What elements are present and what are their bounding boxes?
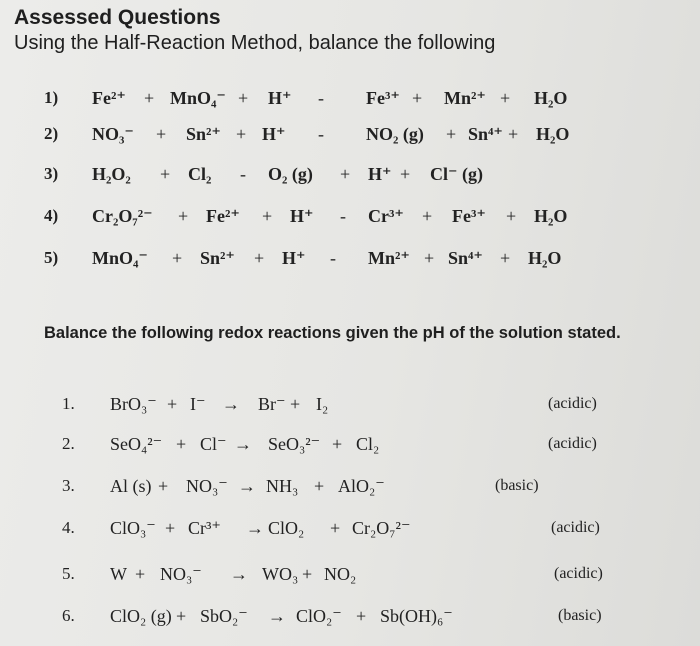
operator-symbol: - [340, 206, 346, 226]
operator-symbol: + [356, 606, 367, 626]
operator-symbol: + [167, 394, 178, 414]
chemical-species: H⁺ [262, 124, 286, 144]
page-title: Assessed Questions [14, 6, 221, 29]
operator-symbol: + [506, 206, 517, 226]
chemical-species: NO₂ (g) [366, 124, 424, 144]
chemical-species: I₂ [316, 394, 329, 414]
chemical-species: Cl₂ [356, 434, 380, 454]
operator-symbol: + [424, 248, 435, 268]
chemical-species: NO₃⁻ [186, 476, 228, 496]
chemical-species: Fe³⁺ [452, 206, 486, 226]
instruction-text: Using the Half-Reaction Method, balance the following [14, 32, 496, 54]
chemical-species: NO₂ [324, 564, 357, 584]
chemical-species: AlO₂⁻ [338, 476, 385, 496]
operator-symbol: + [422, 206, 433, 226]
chemical-species: ClO₂⁻ [296, 606, 342, 626]
chemical-species: MnO₄⁻ [170, 88, 226, 108]
chemical-species: Cl⁻ [200, 434, 227, 454]
operator-symbol: + [135, 564, 146, 584]
ph-condition: (acidic) [548, 435, 597, 452]
operator-symbol: + [176, 434, 187, 454]
chemical-species: Mn²⁺ [368, 248, 410, 268]
chemical-species: NH₃ [266, 476, 299, 496]
chemical-species: H₂O [534, 206, 568, 226]
question-number: 3) [44, 164, 59, 183]
operator-symbol: + [446, 124, 457, 144]
question-number: 2) [44, 124, 59, 143]
chemical-species: H₂O [528, 248, 562, 268]
chemical-species: MnO₄⁻ [92, 248, 148, 268]
operator-symbol: + [500, 248, 511, 268]
operator-symbol: + [238, 88, 249, 108]
chemical-species: NO₃⁻ [160, 564, 202, 584]
chemical-species: SbO₂⁻ [200, 606, 248, 626]
question-number: 5) [44, 248, 59, 267]
chemical-species: WO₃ [262, 564, 299, 584]
operator-symbol: → [222, 394, 240, 414]
chemical-species: H⁺ [282, 248, 306, 268]
operator-symbol: + [165, 518, 176, 538]
chemical-species: Fe³⁺ [366, 88, 400, 108]
operator-symbol: + [172, 248, 183, 268]
chemical-species: Fe²⁺ [92, 88, 126, 108]
operator-symbol: - [330, 248, 336, 268]
chemical-species: Sn²⁺ [186, 124, 221, 144]
ph-condition: (basic) [558, 607, 602, 624]
section-heading: Balance the following redox reactions given the pH of the solution stated. [44, 324, 621, 342]
chemical-species: Br⁻ [258, 394, 286, 414]
ph-condition: (acidic) [554, 565, 603, 582]
operator-symbol: → [230, 564, 248, 584]
operator-symbol: - [318, 88, 324, 108]
operator-symbol: + [302, 564, 313, 584]
chemical-species: I⁻ [190, 394, 206, 414]
operator-symbol: + [500, 88, 511, 108]
chemical-species: Al (s) [110, 476, 152, 496]
chemical-species: ClO₂ [268, 518, 305, 538]
chemical-species: Mn²⁺ [444, 88, 486, 108]
operator-symbol: + [176, 606, 187, 626]
question-number: 4) [44, 206, 59, 225]
chemical-species: Sn⁴⁺ [468, 124, 503, 144]
operator-symbol: + [158, 476, 169, 496]
chemical-species: Cr₂O₇²⁻ [92, 206, 153, 226]
operator-symbol: → [246, 518, 264, 538]
chemical-species: ClO₂ (g) [110, 606, 172, 626]
operator-symbol: + [144, 88, 155, 108]
chemical-species: SeO₄²⁻ [110, 434, 163, 454]
operator-symbol: + [262, 206, 273, 226]
chemical-species: Fe²⁺ [206, 206, 240, 226]
operator-symbol: + [160, 164, 171, 184]
chemical-species: Sn²⁺ [200, 248, 235, 268]
operator-symbol: + [332, 434, 343, 454]
chemical-species: SeO₃²⁻ [268, 434, 321, 454]
question-number: 5. [62, 564, 75, 583]
chemical-species: H⁺ [290, 206, 314, 226]
chemical-species: Cr³⁺ [368, 206, 404, 226]
chemical-species: BrO₃⁻ [110, 394, 157, 414]
question-number: 1. [62, 394, 75, 413]
ph-condition: (acidic) [548, 395, 597, 412]
question-number: 2. [62, 434, 75, 453]
operator-symbol: + [400, 164, 411, 184]
chemical-species: NO₃⁻ [92, 124, 134, 144]
operator-symbol: + [314, 476, 325, 496]
question-number: 3. [62, 476, 75, 495]
chemical-species: H₂O₂ [92, 164, 131, 184]
chemical-species: Cl₂ [188, 164, 212, 184]
chemical-species: H⁺ [368, 164, 392, 184]
chemical-species: Sn⁴⁺ [448, 248, 483, 268]
question-number: 6. [62, 606, 75, 625]
chemical-species: Cr³⁺ [188, 518, 221, 538]
operator-symbol: → [268, 606, 286, 626]
chemical-species: ClO₃⁻ [110, 518, 156, 538]
chemical-species: Cl⁻ (g) [430, 164, 483, 184]
chemical-species: W [110, 564, 127, 584]
operator-symbol: → [238, 476, 256, 496]
chemical-species: H⁺ [268, 88, 292, 108]
ph-condition: (basic) [495, 477, 539, 494]
operator-symbol: + [330, 518, 341, 538]
operator-symbol: + [254, 248, 265, 268]
question-number: 4. [62, 518, 75, 537]
operator-symbol: + [178, 206, 189, 226]
operator-symbol: + [156, 124, 167, 144]
chemical-species: Cr₂O₇²⁻ [352, 518, 411, 538]
operator-symbol: - [318, 124, 324, 144]
operator-symbol: + [290, 394, 301, 414]
chemical-species: O₂ (g) [268, 164, 313, 184]
operator-symbol: - [240, 164, 246, 184]
operator-symbol: + [508, 124, 519, 144]
chemical-species: Sb(OH)₆⁻ [380, 606, 453, 626]
chemical-species: H₂O [536, 124, 570, 144]
operator-symbol: + [412, 88, 423, 108]
operator-symbol: → [234, 434, 252, 454]
question-number: 1) [44, 88, 59, 107]
operator-symbol: + [340, 164, 351, 184]
operator-symbol: + [236, 124, 247, 144]
ph-condition: (acidic) [551, 519, 600, 536]
chemical-species: H₂O [534, 88, 568, 108]
